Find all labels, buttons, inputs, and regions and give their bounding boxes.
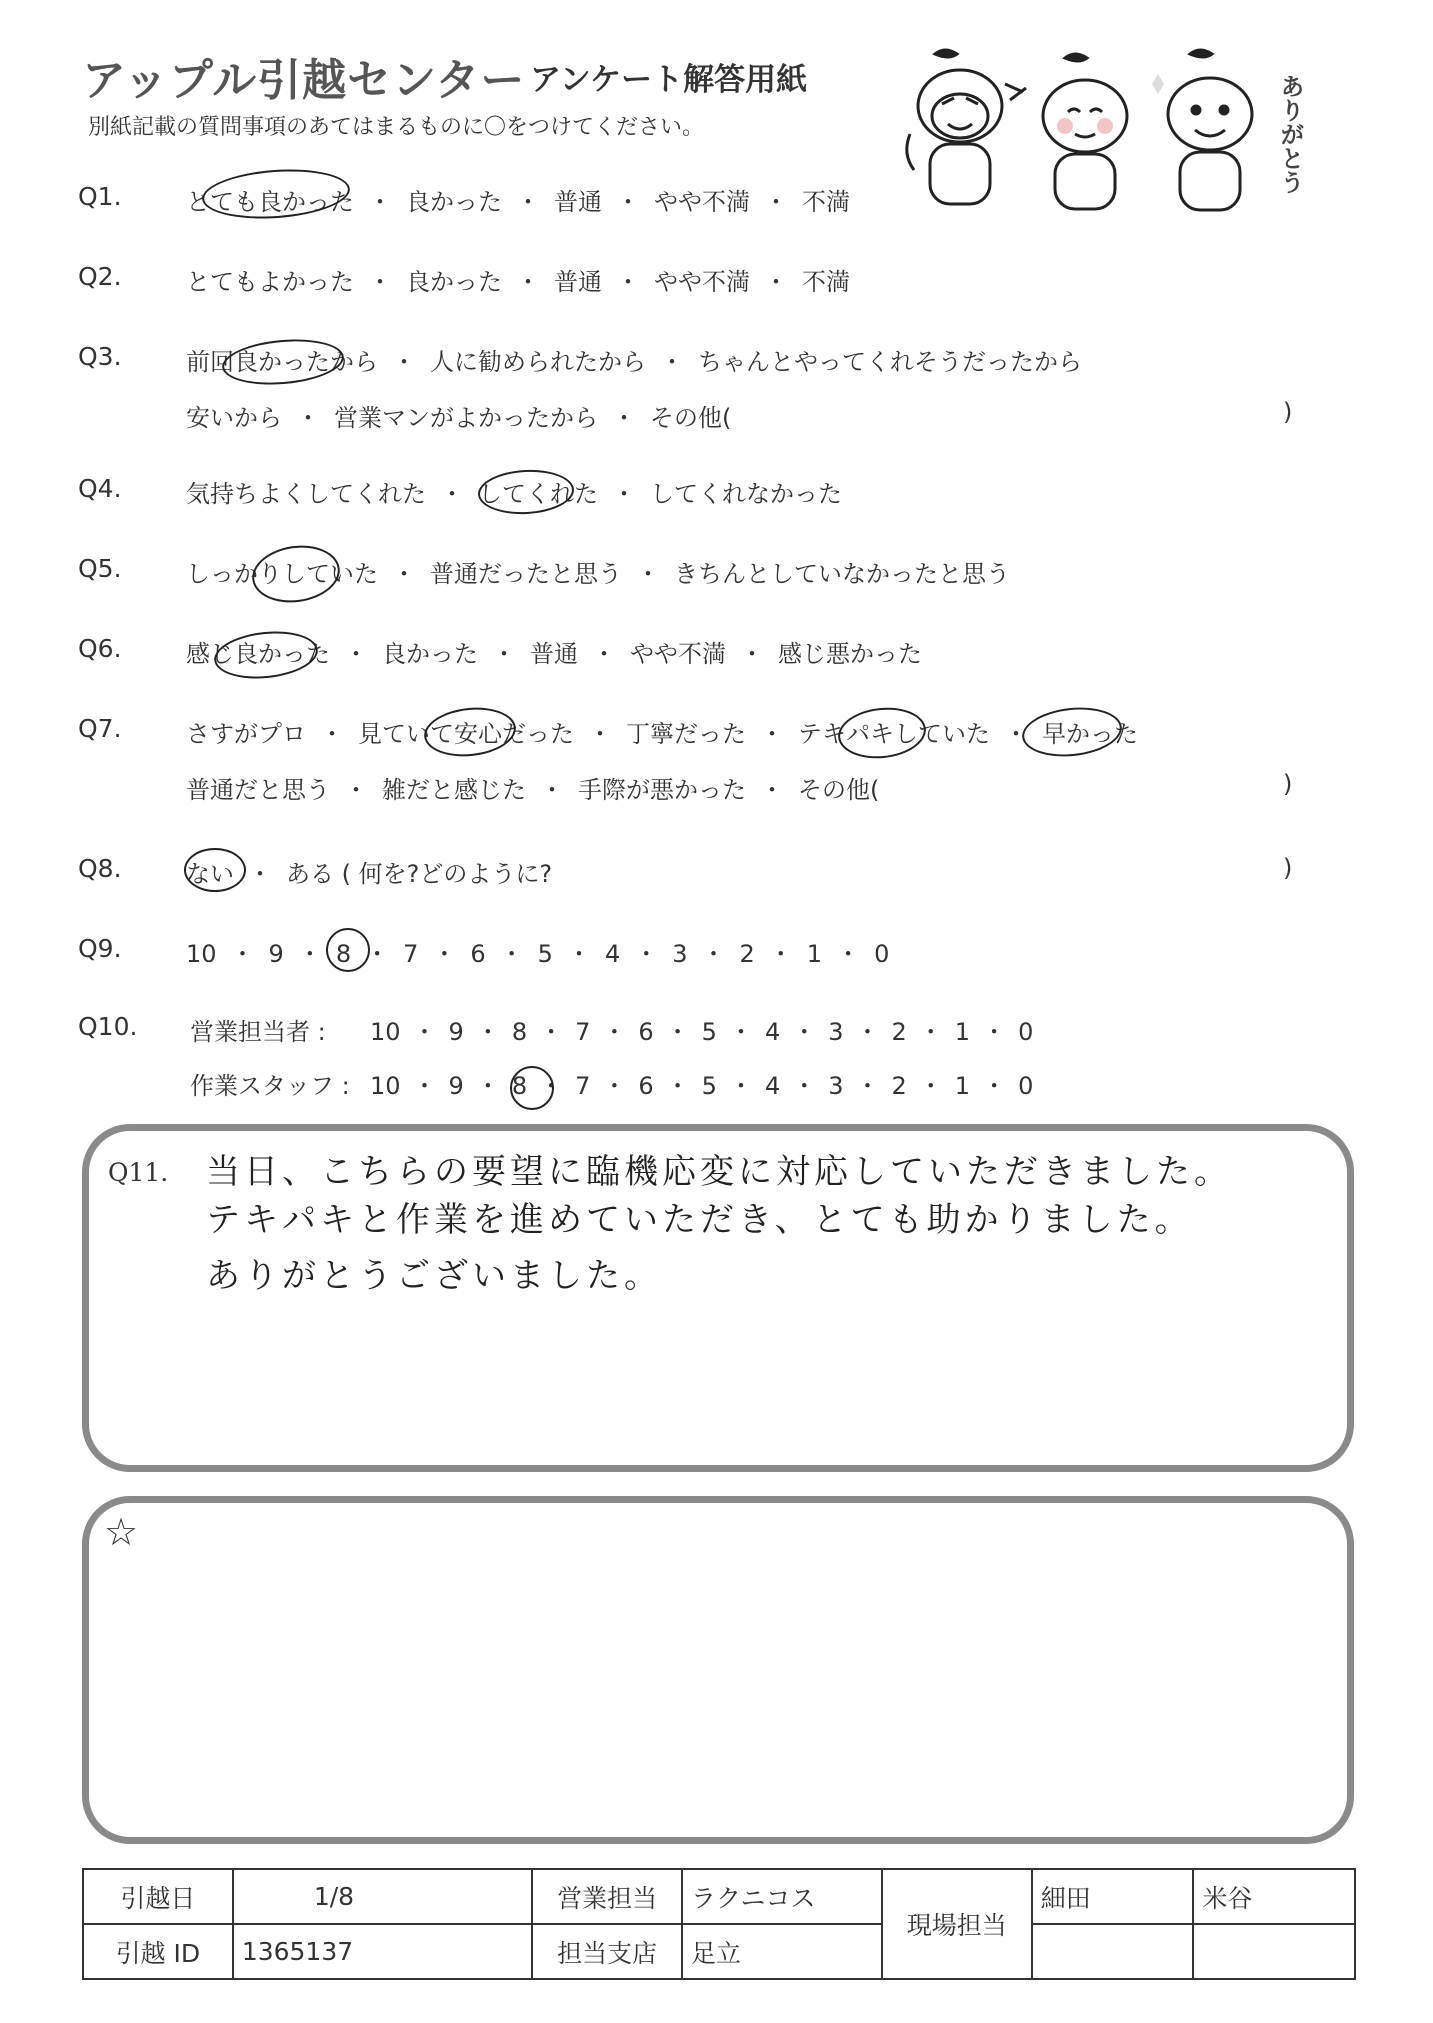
q9-option[interactable]: 8 bbox=[335, 940, 352, 968]
mascot-illustration bbox=[890, 44, 1335, 224]
separator: ・ bbox=[344, 776, 368, 804]
q10-score-option[interactable]: 4 bbox=[764, 1018, 781, 1046]
q3-option[interactable]: 前回良かったから bbox=[186, 348, 378, 376]
q6-option[interactable]: 感じ良かった bbox=[186, 640, 330, 668]
q3-options-line bbox=[186, 398, 731, 433]
separator: ・ bbox=[475, 1072, 500, 1100]
separator: ・ bbox=[728, 1072, 753, 1100]
q7-option[interactable]: さすがプロ bbox=[186, 720, 306, 748]
separator: ・ bbox=[320, 720, 344, 748]
q8-close-paren: ) bbox=[1283, 854, 1293, 882]
answer-circle-q5 bbox=[249, 540, 344, 608]
separator: ・ bbox=[602, 1018, 627, 1046]
q10-score-option[interactable]: 2 bbox=[891, 1072, 907, 1100]
q1-option[interactable]: 良かった bbox=[406, 188, 502, 216]
separator: ・ bbox=[616, 268, 640, 296]
separator: ・ bbox=[740, 640, 764, 668]
q10-score-option[interactable]: 1 bbox=[954, 1018, 971, 1046]
q9-option[interactable]: 3 bbox=[672, 940, 688, 968]
separator: ・ bbox=[540, 776, 564, 804]
move-date-label: 引越日 bbox=[83, 1869, 233, 1924]
separator: ・ bbox=[592, 640, 616, 668]
q10-score-option[interactable]: 6 bbox=[638, 1018, 654, 1046]
q10-staff-name: 作業スタッフ : bbox=[190, 1072, 350, 1100]
site-label: 現場担当 bbox=[882, 1869, 1032, 1979]
form-title: アップル引越センター bbox=[82, 55, 526, 106]
q3-label: Q3. bbox=[78, 342, 122, 371]
separator: ・ bbox=[701, 940, 726, 968]
move-id-label: 引越 ID bbox=[83, 1924, 233, 1979]
separator: ・ bbox=[616, 188, 640, 216]
q1-option[interactable]: とても良かった bbox=[186, 188, 354, 216]
q7-option[interactable]: その他( bbox=[798, 776, 880, 804]
separator: ・ bbox=[764, 268, 788, 296]
separator: ・ bbox=[792, 1018, 817, 1046]
site-staff-2: 米谷 bbox=[1193, 1869, 1355, 1924]
q2-option[interactable]: 良かった bbox=[406, 268, 502, 296]
separator: ・ bbox=[492, 640, 516, 668]
separator: ・ bbox=[764, 188, 788, 216]
q10-score-option[interactable]: 3 bbox=[828, 1072, 844, 1100]
move-id-value: 1365137 bbox=[233, 1924, 532, 1979]
separator: ・ bbox=[539, 1018, 564, 1046]
separator: ・ bbox=[602, 1072, 627, 1100]
answer-circle-q10-staff bbox=[510, 1066, 554, 1110]
q9-option[interactable]: 6 bbox=[470, 940, 486, 968]
separator: ・ bbox=[760, 776, 784, 804]
q9-option[interactable]: 9 bbox=[268, 940, 284, 968]
sales-label: 営業担当 bbox=[532, 1869, 682, 1924]
q7-option[interactable]: テキパキしていた bbox=[798, 720, 990, 748]
q10-score-option[interactable]: 9 bbox=[448, 1072, 464, 1100]
separator: ・ bbox=[634, 940, 659, 968]
form-subtitle: アンケート解答用紙 bbox=[530, 62, 808, 98]
q10-score-option[interactable]: 5 bbox=[701, 1018, 717, 1046]
separator: ・ bbox=[836, 940, 861, 968]
separator: ・ bbox=[475, 1018, 500, 1046]
separator: ・ bbox=[392, 560, 416, 588]
q8-option[interactable]: ある ( 何を?どのように? bbox=[286, 860, 553, 888]
separator: ・ bbox=[516, 268, 540, 296]
separator: ・ bbox=[918, 1018, 943, 1046]
q7-options-line bbox=[186, 770, 879, 805]
q10-score-option[interactable]: 10 bbox=[370, 1018, 401, 1046]
q10-score-option[interactable]: 0 bbox=[1018, 1072, 1034, 1100]
q10-score-option[interactable]: 6 bbox=[638, 1072, 654, 1100]
separator: ・ bbox=[365, 940, 390, 968]
q2-label: Q2. bbox=[78, 262, 122, 291]
separator: ・ bbox=[296, 404, 320, 432]
mascot-caption: ありがとう bbox=[1276, 74, 1304, 194]
q3-option[interactable]: その他( bbox=[650, 404, 732, 432]
separator: ・ bbox=[760, 720, 784, 748]
q7-close-paren: ) bbox=[1283, 770, 1293, 798]
q10-score-option[interactable]: 5 bbox=[701, 1072, 717, 1100]
q6-option[interactable]: 良かった bbox=[382, 640, 478, 668]
q11-handwriting-line-2: テキパキと作業を進めていただき、とても助かりました。 bbox=[206, 1200, 1193, 1240]
separator: ・ bbox=[566, 940, 591, 968]
q7-option[interactable]: 早かった bbox=[1042, 720, 1138, 748]
q4-option[interactable]: してくれなかった bbox=[650, 480, 842, 508]
answer-circle-q9 bbox=[326, 928, 370, 972]
q10-score-option[interactable]: 0 bbox=[1018, 1018, 1034, 1046]
q4-option[interactable]: してくれた bbox=[478, 480, 598, 508]
branch-label: 担当支店 bbox=[532, 1924, 682, 1979]
q10-sales-row bbox=[190, 1012, 1033, 1047]
q5-option[interactable]: きちんとしていなかったと思う bbox=[674, 560, 1010, 588]
separator: ・ bbox=[230, 940, 255, 968]
q3-option[interactable]: 営業マンがよかったから bbox=[334, 404, 598, 432]
separator: ・ bbox=[440, 480, 464, 508]
q9-option[interactable]: 7 bbox=[403, 940, 419, 968]
separator: ・ bbox=[918, 1072, 943, 1100]
q10-score-option[interactable]: 7 bbox=[575, 1072, 591, 1100]
q7-label: Q7. bbox=[78, 714, 122, 743]
q9-options-line bbox=[186, 934, 889, 969]
q2-option[interactable]: やや不満 bbox=[654, 268, 750, 296]
q10-score-option[interactable]: 9 bbox=[448, 1018, 464, 1046]
separator: ・ bbox=[855, 1018, 880, 1046]
separator: ・ bbox=[728, 1018, 753, 1046]
separator: ・ bbox=[539, 1072, 564, 1100]
q3-close-paren: ) bbox=[1283, 398, 1293, 426]
q3-option[interactable]: ちゃんとやってくれそうだったから bbox=[698, 348, 1082, 376]
q10-score-option[interactable]: 8 bbox=[511, 1072, 528, 1100]
free-comment-box bbox=[82, 1496, 1354, 1844]
q11-handwriting-line-3: ありがとうございました。 bbox=[206, 1256, 662, 1296]
q6-option[interactable]: 普通 bbox=[530, 640, 578, 668]
q10-score-option[interactable]: 2 bbox=[891, 1018, 907, 1046]
sales-value: ラクニコス bbox=[682, 1869, 882, 1924]
separator: ・ bbox=[499, 940, 524, 968]
q5-option[interactable]: 普通だったと思う bbox=[430, 560, 622, 588]
q9-option[interactable]: 4 bbox=[604, 940, 621, 968]
q1-option[interactable]: 不満 bbox=[802, 188, 850, 216]
q2-option[interactable]: とてもよかった bbox=[186, 268, 354, 296]
q9-label: Q9. bbox=[78, 934, 122, 963]
separator: ・ bbox=[665, 1072, 690, 1100]
q7-option[interactable]: 丁寧だった bbox=[626, 720, 746, 748]
q8-option[interactable]: ない bbox=[186, 860, 234, 888]
separator: ・ bbox=[248, 860, 272, 888]
q5-label: Q5. bbox=[78, 554, 122, 583]
separator: ・ bbox=[588, 720, 612, 748]
q10-score-option[interactable]: 4 bbox=[764, 1072, 781, 1100]
separator: ・ bbox=[412, 1018, 437, 1046]
q10-label: Q10. bbox=[78, 1012, 138, 1041]
q10-score-option[interactable]: 1 bbox=[954, 1072, 971, 1100]
q10-sales-scale bbox=[370, 1018, 1033, 1046]
q6-label: Q6. bbox=[78, 634, 122, 663]
mascot-center-icon bbox=[1005, 54, 1127, 209]
q11-label: Q11. bbox=[108, 1158, 169, 1187]
q8-label: Q8. bbox=[78, 854, 122, 883]
separator: ・ bbox=[636, 560, 660, 588]
separator: ・ bbox=[982, 1072, 1007, 1100]
separator: ・ bbox=[792, 1072, 817, 1100]
q7-option[interactable]: 普通だと思う bbox=[186, 776, 330, 804]
q6-option[interactable]: やや不満 bbox=[630, 640, 726, 668]
instruction-text: 別紙記載の質問事項のあてはまるものに〇をつけてください。 bbox=[88, 115, 705, 140]
move-date-value: 1/8 bbox=[233, 1869, 532, 1924]
q10-score-option[interactable]: 8 bbox=[511, 1018, 528, 1046]
q3-option[interactable]: 安いから bbox=[186, 404, 282, 432]
mascot-left-icon bbox=[907, 50, 1002, 204]
q3-option[interactable]: 人に勧められたから bbox=[430, 348, 646, 376]
q9-option[interactable]: 0 bbox=[874, 940, 890, 968]
q10-score-option[interactable]: 3 bbox=[828, 1018, 844, 1046]
answer-circle-q7-anshin bbox=[422, 703, 519, 760]
separator: ・ bbox=[855, 1072, 880, 1100]
star-icon: ☆ bbox=[104, 1510, 139, 1554]
separator: ・ bbox=[660, 348, 684, 376]
q7-option[interactable]: 雑だと感じた bbox=[382, 776, 526, 804]
separator: ・ bbox=[768, 940, 793, 968]
answer-circle-q7-hayakatta bbox=[1020, 703, 1124, 761]
answer-circle-q7-tekipaki bbox=[836, 704, 929, 763]
footer-table bbox=[82, 1868, 1356, 1980]
q5-option[interactable]: しっかりしていた bbox=[186, 560, 378, 588]
separator: ・ bbox=[982, 1018, 1007, 1046]
separator: ・ bbox=[297, 940, 322, 968]
separator: ・ bbox=[612, 404, 636, 432]
q1-option[interactable]: 普通 bbox=[554, 188, 602, 216]
q1-label: Q1. bbox=[78, 182, 122, 211]
separator: ・ bbox=[368, 188, 392, 216]
q10-sales-name: 営業担当者 : bbox=[190, 1018, 326, 1046]
branch-value: 足立 bbox=[682, 1924, 882, 1979]
q9-option[interactable]: 2 bbox=[739, 940, 755, 968]
site-staff-empty-1 bbox=[1032, 1924, 1194, 1979]
q10-score-option[interactable]: 10 bbox=[370, 1072, 401, 1100]
q2-option[interactable]: 不満 bbox=[802, 268, 850, 296]
q10-staff-scale bbox=[370, 1072, 1033, 1100]
q11-handwriting-line-1: 当日、こちらの要望に臨機応変に対応していただきました。 bbox=[206, 1152, 1232, 1192]
q9-option[interactable]: 1 bbox=[806, 940, 823, 968]
q7-options-line bbox=[186, 714, 1138, 749]
q2-option[interactable]: 普通 bbox=[554, 268, 602, 296]
q9-option[interactable]: 5 bbox=[537, 940, 553, 968]
q10-staff-row bbox=[190, 1066, 1033, 1101]
q7-option[interactable]: 見ていて安心だった bbox=[358, 720, 574, 748]
q10-score-option[interactable]: 7 bbox=[575, 1018, 591, 1046]
separator: ・ bbox=[368, 268, 392, 296]
separator: ・ bbox=[344, 640, 368, 668]
q4-option[interactable]: 気持ちよくしてくれた bbox=[186, 480, 426, 508]
site-staff-1: 細田 bbox=[1032, 1869, 1194, 1924]
separator: ・ bbox=[432, 940, 457, 968]
separator: ・ bbox=[1004, 720, 1028, 748]
answer-circle-q8 bbox=[184, 848, 246, 892]
mascot-right-icon bbox=[1152, 50, 1252, 210]
separator: ・ bbox=[516, 188, 540, 216]
separator: ・ bbox=[665, 1018, 690, 1046]
q4-label: Q4. bbox=[78, 474, 122, 503]
q7-option[interactable]: 手際が悪かった bbox=[578, 776, 746, 804]
q2-options-line bbox=[186, 262, 850, 297]
separator: ・ bbox=[412, 1072, 437, 1100]
site-staff-empty-2 bbox=[1193, 1924, 1355, 1979]
q9-option[interactable]: 10 bbox=[186, 940, 217, 968]
q6-option[interactable]: 感じ悪かった bbox=[778, 640, 922, 668]
separator: ・ bbox=[612, 480, 636, 508]
separator: ・ bbox=[392, 348, 416, 376]
q1-option[interactable]: やや不満 bbox=[654, 188, 750, 216]
